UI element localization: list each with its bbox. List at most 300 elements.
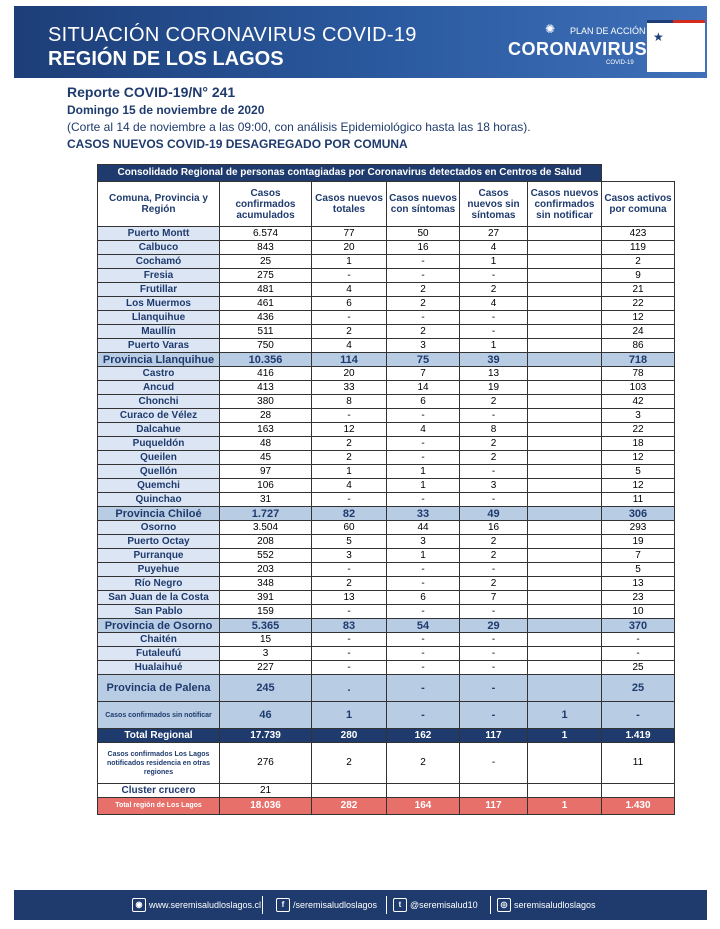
table-cell: 282 (312, 798, 387, 815)
table-cell: 2 (312, 577, 387, 591)
table-cell: 6.574 (220, 227, 312, 241)
table-cell: 29 (460, 619, 528, 633)
table-cell: 11 (602, 743, 675, 784)
table-cell (528, 549, 602, 563)
table-cell: 2 (312, 325, 387, 339)
table-cell: - (387, 647, 460, 661)
table-cell: 227 (220, 661, 312, 675)
table-cell: 44 (387, 521, 460, 535)
table-cell: - (460, 605, 528, 619)
table-cell: 163 (220, 423, 312, 437)
table-cell: - (460, 563, 528, 577)
table-cell (528, 784, 602, 798)
table-cell: 293 (602, 521, 675, 535)
table-cell (528, 283, 602, 297)
footer-instagram[interactable] (497, 898, 596, 912)
table-cell: 9 (602, 269, 675, 283)
table-cell: 48 (220, 437, 312, 451)
table-cell: 1 (528, 729, 602, 743)
table-row (98, 339, 675, 353)
footer-twitter-text: @seremisalud10 (410, 900, 478, 910)
table-cell: - (387, 563, 460, 577)
row-label: Chonchi (98, 395, 220, 409)
row-label: Osorno (98, 521, 220, 535)
table-cell: 2 (312, 451, 387, 465)
table-cell (387, 784, 460, 798)
table-cell: 5.365 (220, 619, 312, 633)
table-cell: 50 (387, 227, 460, 241)
table-row (98, 619, 675, 633)
table-row (98, 367, 675, 381)
table-cell: 4 (312, 339, 387, 353)
table-cell: 97 (220, 465, 312, 479)
table-cell: 83 (312, 619, 387, 633)
table-cell: 718 (602, 353, 675, 367)
table-cell: 1 (528, 702, 602, 729)
table-cell: 3 (387, 339, 460, 353)
table-cell: 23 (602, 591, 675, 605)
table-cell: - (460, 661, 528, 675)
table-cell: - (460, 743, 528, 784)
table-row (98, 297, 675, 311)
table-cell: 2 (312, 437, 387, 451)
table-cell: 42 (602, 395, 675, 409)
table-cell: 436 (220, 311, 312, 325)
row-label: Total región de Los Lagos (98, 798, 220, 815)
table-cell: 2 (387, 325, 460, 339)
table-row (98, 325, 675, 339)
table-cell: 2 (602, 255, 675, 269)
table-cell: 4 (460, 297, 528, 311)
table-cell: 511 (220, 325, 312, 339)
table-row (98, 647, 675, 661)
column-header: Casos activos por comuna (602, 182, 675, 227)
row-label: Cluster crucero (98, 784, 220, 798)
table-cell: 1 (528, 798, 602, 815)
row-label: Casos confirmados Los Lagos notificados residencia en otras regiones (98, 743, 220, 784)
table-cell (528, 339, 602, 353)
table-cell: 117 (460, 729, 528, 743)
table-cell: 1.727 (220, 507, 312, 521)
table-cell (528, 577, 602, 591)
table-row (98, 493, 675, 507)
table-row (98, 423, 675, 437)
table-row (98, 798, 675, 815)
table-cell: 49 (460, 507, 528, 521)
row-label: San Juan de la Costa (98, 591, 220, 605)
table-cell (528, 535, 602, 549)
table-cell: 552 (220, 549, 312, 563)
row-label: Puerto Montt (98, 227, 220, 241)
row-label: Puerto Octay (98, 535, 220, 549)
table-cell: 19 (460, 381, 528, 395)
row-label: Puyehue (98, 563, 220, 577)
table-cell: 5 (602, 563, 675, 577)
table-cell: 16 (387, 241, 460, 255)
table-row (98, 549, 675, 563)
column-header: Casos nuevos confirmados sin notificar (528, 182, 602, 227)
column-header: Comuna, Provincia y Región (98, 182, 220, 227)
footer-bar (14, 890, 707, 920)
table-cell (528, 311, 602, 325)
table-cell: - (387, 451, 460, 465)
table-cell (528, 381, 602, 395)
table-row (98, 743, 675, 784)
table-cell: 7 (602, 549, 675, 563)
table-cell (528, 633, 602, 647)
globe-icon: ◉ (132, 898, 146, 912)
row-label: San Pablo (98, 605, 220, 619)
table-cell: 3 (312, 549, 387, 563)
table-cell (528, 743, 602, 784)
table-cell: 7 (387, 367, 460, 381)
table-title-blank (602, 165, 675, 182)
table-cell: 1.419 (602, 729, 675, 743)
table-cell: 1.430 (602, 798, 675, 815)
table-cell (528, 465, 602, 479)
table-cell: 119 (602, 241, 675, 255)
table-cell: 15 (220, 633, 312, 647)
table-cell: 3 (220, 647, 312, 661)
table-cell: 461 (220, 297, 312, 311)
table-cell: 348 (220, 577, 312, 591)
table-cell (528, 367, 602, 381)
row-label: Casos confirmados sin notificar (98, 702, 220, 729)
header-region: REGIÓN DE LOS LAGOS (48, 48, 284, 70)
table-cell: 2 (460, 283, 528, 297)
table-cell (528, 325, 602, 339)
table-cell: 159 (220, 605, 312, 619)
coronavirus-label: CORONAVIRUS (508, 39, 648, 59)
table-cell: 162 (387, 729, 460, 743)
table-cell (528, 255, 602, 269)
table-cell: 54 (387, 619, 460, 633)
table-cell: - (312, 605, 387, 619)
table-cell (528, 675, 602, 702)
footer-twitter[interactable] (393, 898, 478, 912)
row-label: Calbuco (98, 241, 220, 255)
table-cell: 3 (460, 479, 528, 493)
table-cell (528, 563, 602, 577)
table-cell: 275 (220, 269, 312, 283)
table-cell: 21 (220, 784, 312, 798)
table-cell: 10.356 (220, 353, 312, 367)
table-cell: 12 (602, 311, 675, 325)
footer-instagram-text: seremisaludloslagos (514, 900, 596, 910)
table-cell: 391 (220, 591, 312, 605)
logo-bar-blue (647, 20, 673, 23)
table-cell: 4 (460, 241, 528, 255)
table-row (98, 451, 675, 465)
table-cell: - (602, 702, 675, 729)
table-cell: 1 (312, 465, 387, 479)
table-cell (528, 353, 602, 367)
table-cell: 27 (460, 227, 528, 241)
table-cell: - (312, 633, 387, 647)
table-cell: 1 (460, 255, 528, 269)
government-logo (647, 20, 705, 72)
table-cell: 416 (220, 367, 312, 381)
table-cell: 13 (460, 367, 528, 381)
table-cell: 13 (312, 591, 387, 605)
table-cell: 14 (387, 381, 460, 395)
table-cell: - (460, 409, 528, 423)
table-cell: - (387, 633, 460, 647)
table-cell: 78 (602, 367, 675, 381)
table-cell: 21 (602, 283, 675, 297)
table-cell (602, 784, 675, 798)
table-cell: 2 (460, 437, 528, 451)
table-cell: - (460, 633, 528, 647)
table-cell: - (312, 493, 387, 507)
table-cell: 106 (220, 479, 312, 493)
table-cell: 20 (312, 367, 387, 381)
table-cell: 12 (312, 423, 387, 437)
table-cell: - (460, 647, 528, 661)
row-label: Río Negro (98, 577, 220, 591)
row-label: Hualaihué (98, 661, 220, 675)
table-cell: - (312, 269, 387, 283)
table-cell: - (387, 661, 460, 675)
table-cell: 24 (602, 325, 675, 339)
row-label: Maullín (98, 325, 220, 339)
table-cell: 33 (312, 381, 387, 395)
table-cell (528, 297, 602, 311)
logo-bar-red (673, 20, 705, 23)
table-cell: - (387, 675, 460, 702)
row-label: Los Muermos (98, 297, 220, 311)
table-cell: - (602, 647, 675, 661)
table-cell: 380 (220, 395, 312, 409)
row-label: Total Regional (98, 729, 220, 743)
row-label: Puerto Varas (98, 339, 220, 353)
table-row (98, 381, 675, 395)
table-cell: 86 (602, 339, 675, 353)
table-row (98, 661, 675, 675)
table-cell: 60 (312, 521, 387, 535)
table-row (98, 311, 675, 325)
table-cell: 25 (220, 255, 312, 269)
table-cell: 306 (602, 507, 675, 521)
row-label: Frutillar (98, 283, 220, 297)
table-cell: - (387, 255, 460, 269)
table-cell: 11 (602, 493, 675, 507)
table-cell: 208 (220, 535, 312, 549)
footer-facebook[interactable] (276, 898, 377, 912)
table-cell: 2 (460, 577, 528, 591)
table-cell (528, 269, 602, 283)
table-cell: - (312, 647, 387, 661)
table-row (98, 729, 675, 743)
column-header: Casos nuevos totales (312, 182, 387, 227)
table-cell: 276 (220, 743, 312, 784)
table-cell: 1 (387, 549, 460, 563)
row-label: Curaco de Vélez (98, 409, 220, 423)
row-label: Provincia Chiloé (98, 507, 220, 521)
table-cell: 481 (220, 283, 312, 297)
table-cell: 1 (312, 702, 387, 729)
table-cell (528, 521, 602, 535)
table-cell (528, 493, 602, 507)
table-cell: 245 (220, 675, 312, 702)
table-row (98, 255, 675, 269)
covid-label: COVID-19 (606, 60, 634, 66)
table-cell: 39 (460, 353, 528, 367)
table-cell: - (460, 269, 528, 283)
table-cell: 3 (387, 535, 460, 549)
table-cell: 25 (602, 675, 675, 702)
report-subtitle: CASOS NUEVOS COVID-19 DESAGREGADO POR COMUNA (67, 137, 408, 151)
table-cell: 114 (312, 353, 387, 367)
table-row (98, 465, 675, 479)
table-row (98, 577, 675, 591)
table-cell: 3 (602, 409, 675, 423)
footer-web-text: www.seremisaludloslagos.cl (149, 900, 262, 910)
table-cell: 6 (387, 395, 460, 409)
table-row (98, 241, 675, 255)
table-row (98, 702, 675, 729)
table-cell: 4 (387, 423, 460, 437)
table-cell: - (312, 311, 387, 325)
table-cell: 2 (387, 297, 460, 311)
table-row (98, 437, 675, 451)
table-cell (528, 423, 602, 437)
table-cell: 2 (460, 395, 528, 409)
row-label: Fresia (98, 269, 220, 283)
report-note: (Corte al 14 de noviembre a las 09:00, con análisis Epidemiológico hasta las 18 horas). (67, 120, 531, 134)
table-cell: 423 (602, 227, 675, 241)
table-cell: 203 (220, 563, 312, 577)
table-cell: 280 (312, 729, 387, 743)
table-cell: - (387, 702, 460, 729)
table-cell: - (387, 493, 460, 507)
table-row (98, 507, 675, 521)
row-label: Provincia de Osorno (98, 619, 220, 633)
row-label: Llanquihue (98, 311, 220, 325)
table-cell: 750 (220, 339, 312, 353)
table-cell (528, 227, 602, 241)
table-cell: 28 (220, 409, 312, 423)
table-cell: - (602, 633, 675, 647)
header-title: SITUACIÓN CORONAVIRUS COVID-19 (48, 24, 417, 46)
table-cell: - (460, 325, 528, 339)
table-cell: 2 (460, 549, 528, 563)
table-cell: - (387, 577, 460, 591)
table-cell: 2 (387, 743, 460, 784)
table-cell (528, 437, 602, 451)
twitter-icon: t (393, 898, 407, 912)
table-row (98, 409, 675, 423)
table-cell: 8 (312, 395, 387, 409)
table-cell (528, 591, 602, 605)
table-cell: - (460, 702, 528, 729)
row-label: Cochamó (98, 255, 220, 269)
table-cell: 370 (602, 619, 675, 633)
table-cell: 2 (460, 451, 528, 465)
table-title: Consolidado Regional de personas contagiadas por Coronavirus detectados en Centros de Salud (98, 165, 602, 182)
table-cell: 75 (387, 353, 460, 367)
table-cell: - (312, 563, 387, 577)
table-cell: 1 (312, 255, 387, 269)
table-cell: - (312, 409, 387, 423)
table-row (98, 535, 675, 549)
table-cell: - (460, 311, 528, 325)
table-cell: 4 (312, 283, 387, 297)
table-cell (528, 605, 602, 619)
table-cell: 7 (460, 591, 528, 605)
table-cell: 2 (460, 535, 528, 549)
header-banner (14, 6, 707, 78)
table-cell: 46 (220, 702, 312, 729)
table-cell: 103 (602, 381, 675, 395)
table-cell: 19 (602, 535, 675, 549)
row-label: Dalcahue (98, 423, 220, 437)
row-label: Provincia Llanquihue (98, 353, 220, 367)
row-label: Futaleufú (98, 647, 220, 661)
footer-divider (262, 896, 263, 914)
table-row (98, 591, 675, 605)
footer-facebook-text: /seremisaludloslagos (293, 900, 378, 910)
report-title: Reporte COVID-19/N° 241 (67, 84, 236, 100)
table-cell: 164 (387, 798, 460, 815)
table-cell: 2 (312, 743, 387, 784)
table-cell (528, 507, 602, 521)
table-cell: 5 (602, 465, 675, 479)
table-cell (528, 241, 602, 255)
table-cell: 82 (312, 507, 387, 521)
table-cell: 25 (602, 661, 675, 675)
star-icon: ★ (653, 30, 664, 44)
cases-table (97, 164, 675, 815)
row-label: Quinchao (98, 493, 220, 507)
table-cell: 18 (602, 437, 675, 451)
table-cell: 22 (602, 423, 675, 437)
table-cell (528, 451, 602, 465)
table-cell: 1 (387, 465, 460, 479)
table-row (98, 521, 675, 535)
table-cell: - (460, 675, 528, 702)
table-cell: - (387, 605, 460, 619)
row-label: Castro (98, 367, 220, 381)
table-cell: 1 (460, 339, 528, 353)
table-cell: 45 (220, 451, 312, 465)
table-cell: 117 (460, 798, 528, 815)
table-cell: 5 (312, 535, 387, 549)
row-label: Provincia de Palena (98, 675, 220, 702)
footer-web[interactable] (132, 898, 261, 912)
row-label: Ancud (98, 381, 220, 395)
table-cell: - (460, 493, 528, 507)
table-cell: 843 (220, 241, 312, 255)
table-cell (528, 647, 602, 661)
report-date: Domingo 15 de noviembre de 2020 (67, 103, 265, 117)
table-cell: 1 (387, 479, 460, 493)
row-label: Purranque (98, 549, 220, 563)
table-row (98, 605, 675, 619)
column-header: Casos confirmados acumulados (220, 182, 312, 227)
table-cell: 12 (602, 479, 675, 493)
table-cell (312, 784, 387, 798)
table-row (98, 479, 675, 493)
table-cell: 17.739 (220, 729, 312, 743)
table-cell: 6 (387, 591, 460, 605)
table-cell (528, 619, 602, 633)
table-cell: - (387, 269, 460, 283)
table-cell: 2 (387, 283, 460, 297)
footer-divider (386, 896, 387, 914)
table-row (98, 269, 675, 283)
table-row (98, 395, 675, 409)
